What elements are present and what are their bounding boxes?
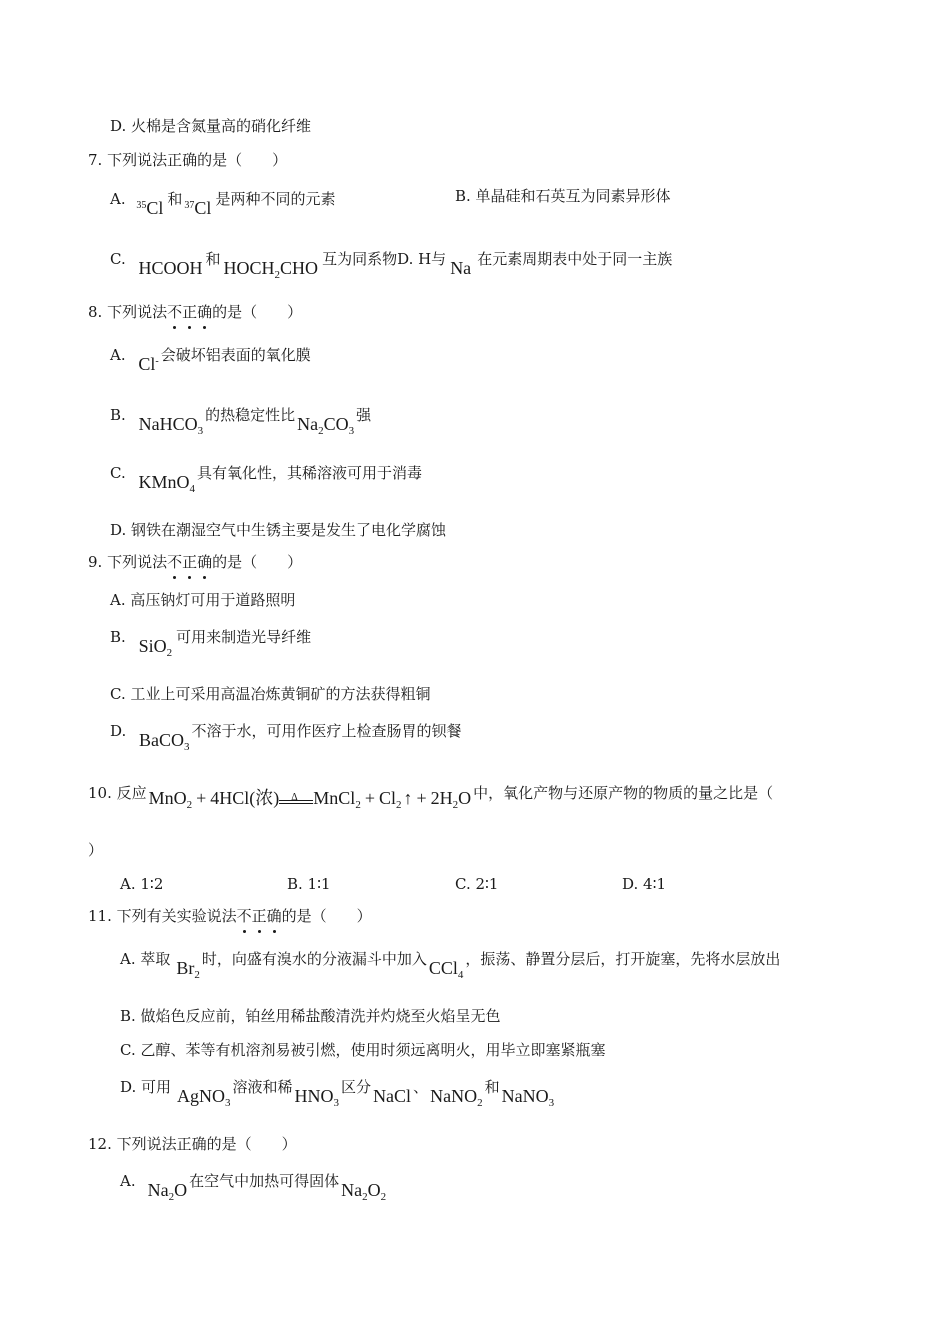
- heating-condition-arrow: Δ: [279, 790, 313, 810]
- q8-c-formula: KMnO$_4$: [138, 472, 196, 495]
- q7-a-isotope-1: $^{35}$Cl: [136, 198, 164, 218]
- q10-option-a: A. 1∶2: [120, 875, 164, 893]
- q11-option-c: C. 乙醇、苯等有机溶剂易被引燃，使用时须远离明火，用毕立即塞紧瓶塞: [120, 1041, 606, 1059]
- q9-d-formula: BaCO$_3$: [139, 730, 190, 753]
- q9-stem: 9. 下列说法不正确的是（ ）: [88, 553, 303, 571]
- q10-stem: 10. 反应 MnO$_2$ + 4HCl(浓) Δ MnCl$_2$ + $Cl_2$ ↑ + $2H_2O$ 中，氧化产物与还原产物的物质的量之比是（: [88, 784, 774, 811]
- q11-d-formula-2: $HNO_3$: [294, 1086, 340, 1109]
- q7-c-formula-1: HCOOH: [138, 258, 203, 278]
- q11-d-formula-1: AgNO$_3$: [177, 1086, 231, 1109]
- q9-b-formula: SiO$_2$: [138, 636, 173, 659]
- q9-option-c: C. 工业上可采用高温冶炼黄铜矿的方法获得粗铜: [110, 685, 431, 703]
- q9-option-b: B. SiO$_2$可用来制造光导纤维: [110, 628, 312, 659]
- q8-stem: 8. 下列说法不正确的是（ ）: [88, 303, 303, 321]
- q7-c-formula-2: $HOCH_2CHO$: [223, 258, 319, 281]
- q8-a-chloride-ion: Cl-: [138, 354, 159, 374]
- q12-option-a: A. $Na_2O$ 在空气中加热可得固体 $Na_2O_2$: [120, 1172, 387, 1203]
- q11-stem: 11. 下列有关实验说法不正确的是（ ）: [88, 907, 372, 925]
- q12-a-formula-2: $Na_2O_2$: [341, 1180, 387, 1203]
- q6-option-d: D. 火棉是含氮量高的硝化纤维: [110, 117, 312, 135]
- q7-stem: 7. 下列说法正确的是（ ）: [88, 151, 288, 169]
- q10-stem-close: ）: [88, 841, 104, 859]
- q7-option-a: A. $^{35}$Cl 和 $^{37}$Cl 是两种不同的元素: [110, 190, 336, 218]
- q11-option-a: A. 萃取 $Br_2$时，向盛有溴水的分液漏斗中加入 CCl$_4$，振荡、静置分层后，打开旋塞，先将水层放出: [120, 950, 781, 981]
- q7-d-element: Na: [450, 258, 472, 278]
- q9-option-a: A. 高压钠灯可用于道路照明: [110, 591, 296, 609]
- q7-a-isotope-2: $^{37}$Cl: [184, 198, 212, 218]
- q11-option-b: B. 做焰色反应前，铂丝用稀盐酸清洗并灼烧至火焰呈无色: [120, 1007, 501, 1025]
- q8-b-formula-1: NaHCO$_3$: [138, 414, 204, 437]
- q10-option-c: C. 2∶1: [455, 875, 499, 893]
- q7-option-b: B. 单晶硅和石英互为同素异形体: [455, 187, 671, 205]
- q8-b-formula-2: $Na_2CO_3$: [297, 414, 355, 437]
- q12-stem: 12. 下列说法正确的是（ ）: [88, 1135, 297, 1153]
- q8-option-d: D. 钢铁在潮湿空气中生锈主要是发生了电化学腐蚀: [110, 521, 447, 539]
- q8-option-a: A. Cl- 会破坏铝表面的氧化膜: [110, 346, 311, 374]
- q11-d-formula-4: NaNO$_2$: [430, 1086, 483, 1109]
- q11-d-formula-3: NaCl: [373, 1086, 412, 1106]
- q9-option-d: D. BaCO$_3$不溶于水，可用作医疗上检查肠胃的钡餐: [110, 722, 462, 753]
- q11-d-formula-5: NaNO$_3$: [501, 1086, 555, 1109]
- q10-option-d: D. 4∶1: [622, 875, 667, 893]
- q7-option-c: C. HCOOH 和 $HOCH_2CHO$ 互为同系物D. H与 Na 在元素周期表中处于同一主族: [110, 250, 673, 281]
- q11-a-formula-1: $Br_2$: [176, 958, 200, 981]
- q11-option-d: D. 可用 AgNO$_3$溶液和稀 $HNO_3$区分 NaCl 、 NaNO$_2$和 NaNO$_3$: [120, 1078, 555, 1109]
- q8-option-c: C. KMnO$_4$具有氧化性，其稀溶液可用于消毒: [110, 464, 423, 495]
- q11-a-formula-2: CCl$_4$: [428, 958, 464, 981]
- q10-option-b: B. 1∶1: [287, 875, 331, 893]
- q8-option-b: B. NaHCO$_3$的热稳定性比 $Na_2CO_3$强: [110, 406, 372, 437]
- q12-a-formula-1: $Na_2O$: [147, 1180, 188, 1203]
- q10-equation: MnO$_2$ + 4HCl(浓) Δ MnCl$_2$ + $Cl_2$ ↑ + $2H_2O$: [148, 788, 472, 811]
